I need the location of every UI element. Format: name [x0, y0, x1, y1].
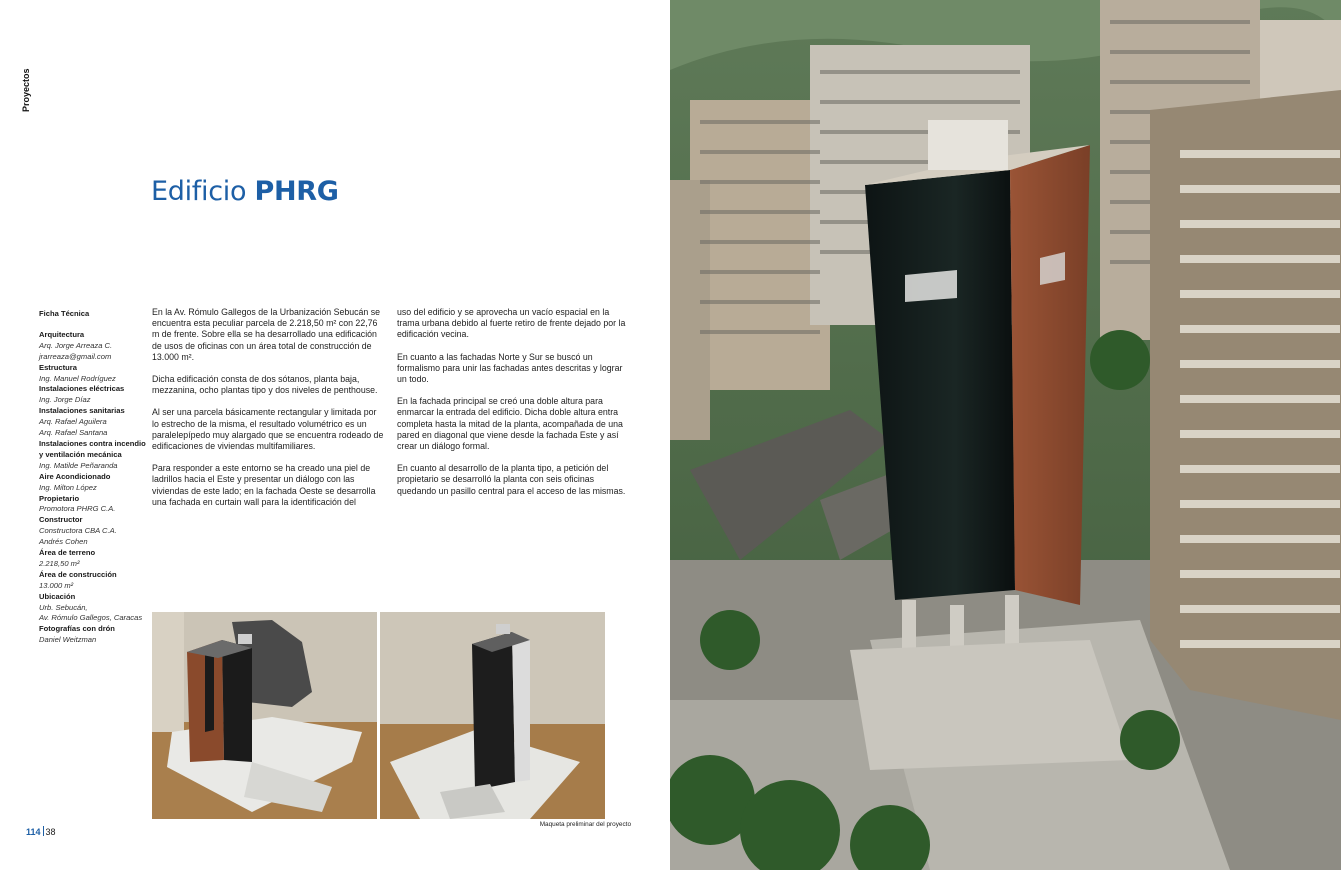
model-photo-2 [380, 612, 605, 819]
ficha-label: Ubicación [39, 591, 76, 601]
ficha-label: Propietario [39, 493, 80, 503]
ficha-value: Arq. Jorge Arreaza C. [39, 340, 113, 350]
ficha-value: 13.000 m² [39, 580, 74, 590]
paragraph: En cuanto a las fachadas Norte y Sur se buscó un formalismo para unir las fachadas antes descritas y lograr un todo. [397, 351, 623, 385]
ficha-tecnica [39, 309, 149, 646]
photo-caption: Maqueta preliminar del proyecto [539, 821, 631, 828]
page-number: 114 38 [26, 827, 56, 837]
ficha-header: Ficha Técnica [39, 309, 90, 318]
paragraph: Dicha edificación consta de dos sótanos, planta baja, mezzanina, ocho plantas tipo y dos niveles de penthouse. [152, 374, 378, 396]
body-column-2 [397, 307, 629, 508]
ficha-label: Constructor [39, 515, 83, 525]
ficha-value: Constructora CBA C.A. [39, 526, 117, 536]
building-aerial-illustration [670, 0, 1341, 870]
building-aerial-photo [670, 0, 1341, 870]
ficha-label: Instalaciones sanitarias [39, 406, 125, 416]
model-photo-1-illustration [152, 612, 377, 819]
ficha-value: Arq. Rafael Aguilera [39, 417, 107, 427]
ficha-value: Av. Rómulo Gallegos, Caracas [39, 613, 143, 623]
ficha-label: Estructura [39, 362, 77, 372]
ficha-value: Ing. Milton López [39, 482, 97, 492]
ficha-value: Urb. Sebucán, [39, 602, 88, 612]
paragraph: Para responder a este entorno se ha creado una piel de ladrillos hacia el Este y presentar un diálogo con las viviendas de este lado; en la fachada Oeste se desarrolla una fachada en curtain wall para la identificación del [152, 463, 376, 507]
ficha-value: Daniel Weitzman [39, 635, 97, 645]
ficha-label: Área de terreno [39, 548, 96, 558]
page-title: Edificio PHRG [151, 176, 339, 207]
paragraph: uso del edificio y se aprovecha un vacío espacial en la trama urbana debido al fuerte retiro de frente dejado por la edificación vecina. [397, 307, 626, 340]
ficha-value: Andrés Cohen [39, 537, 88, 547]
section-label: Proyectos [21, 68, 31, 112]
paragraph: En la fachada principal se creó una doble altura para enmarcar la entrada del edificio. Dicha doble altura entra completa hasta la mitad de la planta, acompañada de una pared en diagonal que viene desde la fachada Este y así crear un diálogo formal. [397, 396, 623, 452]
ficha-value: Ing. Manuel Rodríguez [39, 373, 116, 383]
paragraph: Al ser una parcela básicamente rectangular y limitada por lo estrecho de la misma, el resultado volumétrico es un paralelepípedo muy alargado que se encuentra rodeado de edificaciones de viviendas multifamiliares. [152, 407, 384, 452]
paragraph: En cuanto al desarrollo de la planta tipo, a petición del propietario se desarrolló la planta con seis oficinas quedando un pasillo central para el acceso de las mismas. [397, 463, 626, 496]
ficha-label: Aire Acondicionado [39, 471, 111, 481]
ficha-value: Arq. Rafael Santana [39, 428, 108, 438]
ficha-list [39, 330, 149, 646]
model-photo-2-illustration [380, 612, 605, 819]
left-page [0, 0, 670, 870]
ficha-value: 2.218,50 m² [39, 558, 80, 568]
ficha-label: Arquitectura [39, 329, 85, 339]
ficha-label: Fotografías con drón [39, 624, 115, 634]
ficha-label: Instalaciones eléctricas [39, 384, 125, 394]
ficha-label: Área de construcción [39, 569, 117, 579]
ficha-label: Instalaciones contra incendio y ventilación mecánica [39, 438, 146, 459]
ficha-value: jrarreaza@gmail.com [39, 351, 112, 361]
ficha-value: Promotora PHRG C.A. [39, 504, 116, 514]
model-photo-1 [152, 612, 377, 819]
body-column-1 [152, 307, 384, 519]
ficha-value: Ing. Jorge Díaz [39, 395, 91, 405]
ficha-value: Ing. Matilde Peñaranda [39, 460, 118, 470]
paragraph: En la Av. Rómulo Gallegos de la Urbanización Sebucán se encuentra esta peculiar parcela de 2.218,50 m² con 22,76 m de frente. Sobre ella se ha desarrollado una edificación de usos de oficinas con un área total de construcción de 13.000 m². [152, 307, 381, 362]
